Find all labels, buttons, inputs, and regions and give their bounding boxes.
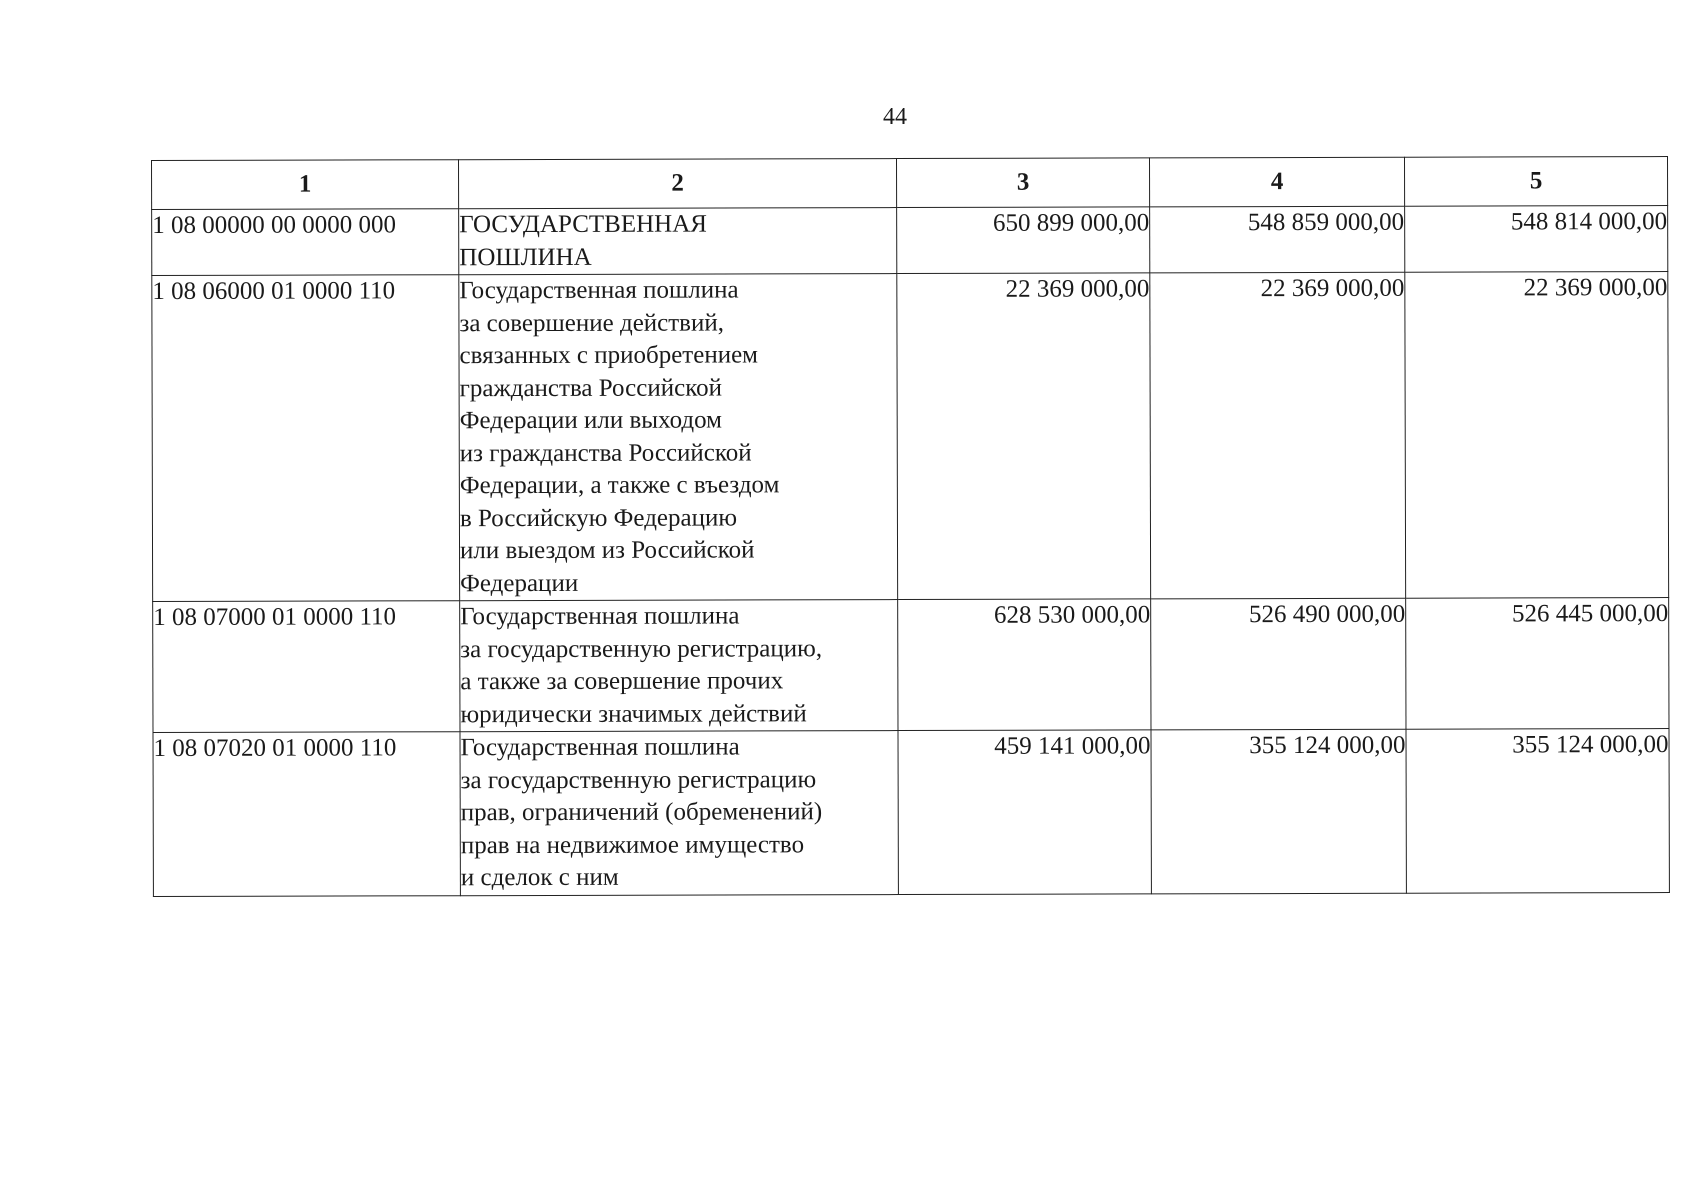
table-row	[153, 729, 1669, 896]
name-line: а также за совершение прочих	[460, 667, 784, 696]
budget-code-cell: 1 08 07000 01 0000 110	[153, 601, 460, 733]
name-line: Федерации	[460, 569, 579, 597]
name-line: и сделок с ним	[460, 863, 619, 892]
name-line: Федерации или выходом	[459, 406, 723, 435]
table-header-row	[152, 157, 1668, 210]
budget-code-cell: 1 08 06000 01 0000 110	[152, 275, 460, 602]
revenue-name-cell	[459, 274, 898, 601]
name-line: за государственную регистрацию	[460, 765, 817, 794]
name-line: Федерации, а также с въездом	[459, 471, 780, 500]
table-row	[152, 272, 1669, 602]
name-line: Государственная пошлина	[459, 276, 739, 305]
name-line: юридически значимых действий	[460, 699, 807, 728]
revenue-name-cell	[460, 600, 898, 732]
page-number: 44	[883, 104, 907, 130]
name-line: связанных с приобретением	[459, 341, 759, 370]
column-header-1: 1	[152, 160, 459, 210]
amount-col5-cell: 526 445 000,00	[1406, 598, 1669, 730]
column-header-4: 4	[1149, 157, 1404, 207]
name-line: ГОСУДАРСТВЕННАЯ	[459, 210, 707, 239]
table-row	[153, 598, 1669, 733]
revenue-name-cell	[460, 731, 898, 896]
amount-col5-cell: 548 814 000,00	[1405, 206, 1668, 273]
budget-table	[151, 156, 1670, 896]
name-line: ПОШЛИНА	[459, 243, 592, 271]
name-line: в Российскую Федерацию	[459, 503, 738, 532]
name-line: Государственная пошлина	[460, 733, 740, 762]
amount-col5-cell: 355 124 000,00	[1406, 729, 1669, 893]
name-line: из гражданства Российской	[459, 438, 752, 467]
table-row	[152, 206, 1668, 276]
amount-col4-cell: 355 124 000,00	[1151, 729, 1406, 893]
amount-col3-cell: 650 899 000,00	[897, 207, 1150, 274]
amount-col4-cell: 22 369 000,00	[1150, 272, 1406, 599]
column-header-5: 5	[1404, 157, 1667, 207]
amount-col5-cell: 22 369 000,00	[1405, 272, 1669, 599]
name-line: прав на недвижимое имущество	[460, 830, 805, 859]
name-line: за государственную регистрацию,	[460, 634, 823, 663]
name-line: за совершение действий,	[459, 309, 725, 337]
amount-col4-cell: 548 859 000,00	[1150, 206, 1405, 273]
revenue-name-cell	[459, 208, 897, 275]
column-header-2: 2	[459, 159, 897, 209]
amount-col3-cell: 628 530 000,00	[898, 599, 1151, 731]
name-line: или выездом из Российской	[459, 536, 755, 565]
budget-code-cell: 1 08 00000 00 0000 000	[152, 209, 459, 276]
amount-col4-cell: 526 490 000,00	[1151, 598, 1406, 730]
amount-col3-cell: 22 369 000,00	[897, 273, 1151, 600]
column-header-3: 3	[896, 158, 1149, 208]
budget-code-cell: 1 08 07020 01 0000 110	[153, 732, 460, 896]
name-line: прав, ограничений (обременений)	[460, 798, 823, 827]
amount-col3-cell: 459 141 000,00	[898, 730, 1151, 894]
name-line: Государственная пошлина	[460, 602, 740, 631]
name-line: гражданства Российской	[459, 374, 723, 402]
